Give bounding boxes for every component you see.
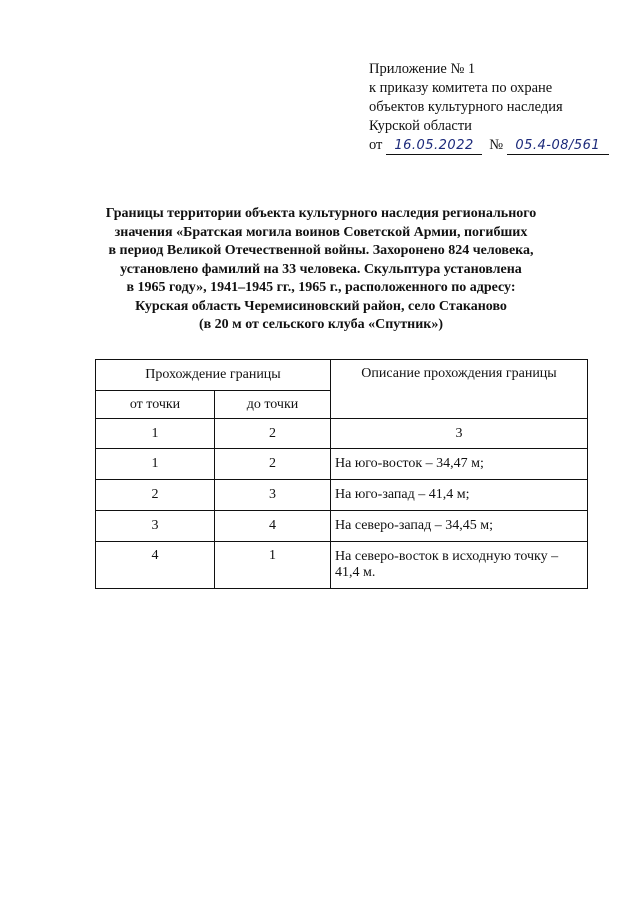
title-line: значения «Братская могила воинов Советской Армии, погибших (114, 224, 528, 240)
order-prefix: от (369, 137, 383, 153)
order-line (369, 136, 609, 155)
column-number: 2 (215, 419, 331, 449)
document-title (96, 205, 546, 335)
boundary-table (95, 359, 588, 589)
to-point: 2 (215, 449, 331, 480)
appendix-order-ref: к приказу комитета по охране (369, 80, 553, 96)
order-number-label: № (489, 137, 504, 153)
title-line: установлено фамилий на 33 человека. Скульптура установлена (120, 261, 522, 277)
appendix-committee: объектов культурного наследия (369, 99, 563, 115)
from-point: 1 (96, 449, 215, 480)
table-row (96, 449, 588, 480)
to-point: 4 (215, 511, 331, 542)
header-from-point: от точки (96, 391, 215, 419)
column-number: 1 (96, 419, 215, 449)
header-passage: Прохождение границы (96, 360, 331, 391)
table-row (96, 480, 588, 511)
header-to-point: до точки (215, 391, 331, 419)
appendix-header (369, 60, 609, 155)
boundary-description: На северо-восток в исходную точку – 41,4 м. (331, 542, 588, 589)
to-point: 3 (215, 480, 331, 511)
header-description: Описание прохождения границы (331, 360, 588, 419)
from-point: 2 (96, 480, 215, 511)
to-point: 1 (215, 542, 331, 589)
from-point: 3 (96, 511, 215, 542)
table-header-row (96, 360, 588, 391)
column-numbering-row (96, 419, 588, 449)
boundary-description: На юго-восток – 34,47 м; (331, 449, 588, 480)
boundary-description: На юго-запад – 41,4 м; (331, 480, 588, 511)
appendix-region: Курской области (369, 118, 472, 134)
title-line: Границы территории объекта культурного наследия регионального (105, 206, 537, 221)
from-point: 4 (96, 542, 215, 589)
column-number: 3 (331, 419, 588, 449)
title-line: Курская область Черемисиновский район, село Стаканово (135, 298, 507, 314)
order-number: 05.4-08/561 (507, 138, 609, 155)
order-date: 16.05.2022 (386, 138, 482, 155)
boundary-description: На северо-запад – 34,45 м; (331, 511, 588, 542)
table-row (96, 542, 588, 589)
table-row (96, 511, 588, 542)
title-line: (в 20 м от сельского клуба «Спутник») (198, 317, 444, 332)
title-line: в период Великой Отечественной войны. Захоронено 824 человека, (108, 243, 534, 258)
appendix-number: Приложение № 1 (369, 61, 476, 77)
title-line: в 1965 году», 1941–1945 гг., 1965 г., расположенного по адресу: (126, 280, 516, 295)
